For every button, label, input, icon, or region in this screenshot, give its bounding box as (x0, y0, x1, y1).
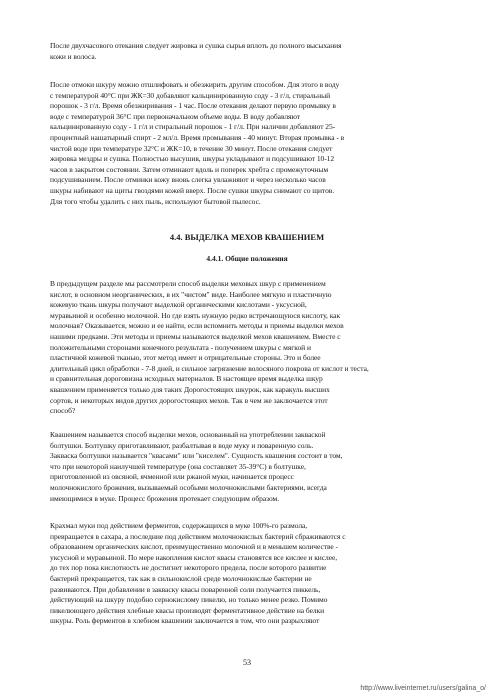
paragraph-5 (50, 521, 445, 627)
text-line: кожевую ткань шкуры получают выделкой органическими кислотами - уксусной, (50, 300, 307, 310)
text-line: чистой воде при температуре 32°С и ЖК=10, в течение 30 минут. После отекания следует (50, 143, 333, 153)
text-line: приготовленной из овсяной, ячменной или ржаной муки, начинается процесс (50, 472, 294, 482)
text-line: действующий на шкуру подобно сернокислому пикелю, но только менее резко. Помимо (50, 595, 328, 605)
text-line: болтушки. Болтушку приготавливают, разбалтывая в воде муку и поваренную соль. (50, 440, 314, 450)
text-line: сортов, и некоторых видов других дорогостоящих мехов. Так в чем же заключается этот (50, 395, 328, 405)
text-line: образованием органических кислот, преимущественно молочной и в меньшем количестве - (50, 542, 338, 552)
text-line: кислот, в основном неорганических, в их "чистом" виде. Наиболее мягкую и пластичную (50, 289, 332, 299)
text-line: В предыдущем разделе мы рассмотрели способ выделки меховых шкур с применением (50, 279, 326, 288)
text-line: порошок - 3 г/л. Время обезжиривания - 1 час. После отекания делают первую промывку в (50, 101, 336, 111)
text-line: воде с температурой 36°С при первоначальном объеме воды. В воду добавляют (50, 111, 301, 121)
paragraph-4 (50, 430, 445, 504)
text-line: нашими предками. Эти методы и приемы называются выделкой мехов квашением. Вместе с (50, 331, 341, 341)
text-line: молочнокислого брожения, вызываемый особыми молочнокислыми бактериями, всегда (50, 482, 327, 492)
text-line: положительными сторонами конечного результата - получением шкуры с мягкой и (50, 342, 311, 352)
text-line: имеющимися в муке. Процесс брожения протекает следующим образом. (50, 493, 280, 503)
text-line: Закваска болтушки называется "квасами" или "киселем". Сущность квашения состоит в том, (50, 451, 343, 461)
text-line: молочная? Оказывается, можно и ее найти, если вспомнить методы и приемы выделки мехов (50, 321, 344, 331)
text-line: Крахмал муки под действием ферментов, содержащихся в муке 100%-го размола, (50, 521, 308, 530)
text-line: Для того чтобы удалить с них пыль, используют бытовой пылесос. (50, 196, 261, 206)
text-line: способ? (50, 406, 76, 416)
text-line: пластичной кожевой тканью, этот метод имеет и отрицательные стороны. Это и более (50, 353, 321, 363)
page-number: 53 (243, 658, 251, 667)
text-line: развиваются. При добавлении в закваску квасы поваренной соли получается пиккель, (50, 584, 321, 594)
subsection-title: 4.4.1. Общие положения (206, 254, 288, 263)
text-line: бактерий прекращается, так как в сильнокислой среде молочнокислые бактерии не (50, 573, 312, 583)
text-line: жировка мездры и сушка. Полностью высушив, шкуры укладывают и подсушивают 10-12 (50, 154, 335, 164)
text-line: муравьиной и особенно молочной. Но где взять нужную редко встречающуюся кислоту, как (50, 310, 341, 320)
text-line: кальцинированную соду - 1 г/л и стиральный порошок - 1 г/л. При наличии добавляют 25- (50, 122, 336, 132)
text-line: Квашением называется способ выделки мехов, основанный на употреблении закваской (50, 430, 326, 439)
paragraph-1 (50, 41, 445, 62)
text-line: После отмоки шкуру можно отшлифовать и обезжирить другим способом. Для этого в воду (50, 80, 340, 89)
text-line: пикелюющего действия хлебные квасы производят ферментативное действие на белки (50, 605, 325, 615)
text-line: превращается в сахара, а последние под действием молочнокислых бактерий сбраживаются с (50, 531, 346, 541)
watermark-url: http://www.liveinternet.ru/users/galina_o/ (360, 685, 486, 692)
text-line: квашением применяется только для таких Дорогостоящих шкурок, как каракуль высших (50, 384, 330, 394)
text-line: с температурой 40°С при ЖК=30 добавляют кальцинированную соду - 3 г/л, стиральный (50, 90, 331, 100)
section-title: 4.4. ВЫДЕЛКА МЕХОВ КВАШЕНИЕМ (169, 232, 325, 242)
text-line: шкуры. Роль ферментов в хлебном квашении заключается в том, что они разрыхляют (50, 616, 320, 626)
text-line: кожи и волоса. (50, 51, 97, 61)
text-line: что при некоторой наилучшей температуре (она составляет 35-39°С) в болтушке, (50, 461, 306, 471)
paragraph-3 (50, 279, 445, 417)
text-line: подсушиванием. После отминки кожу вновь слегка увлажняют и через несколько часов (50, 175, 326, 185)
text-line: и сравнительная дороговизна исходных материалов. В настоящее время выделка шкур (50, 374, 323, 384)
text-line: шкуры набивают на щиты гвоздями кожей вверх. После сушки шкуры снимают со щитов. (50, 185, 335, 195)
text-line: После двухчасового отекания следует жировка и сушка сырья вплоть до полного высыхания (50, 41, 342, 50)
text-line: процентный нашатырный спирт - 2 мл/л. Время промывания - 40 минут. Вторая промывка - в (50, 132, 345, 142)
text-line: до тех пор пока кислотность не достигнет некоторого предела, после которого развитие (50, 563, 327, 573)
text-line: длительный цикл обработки - 7-8 дней, и сильное загрязнение волосяного покрова от кислот и теста, (50, 363, 369, 373)
text-line: часов в закрытом состоянии. Затем отминают вдоль и поперек хребта с промежуточным (50, 164, 329, 174)
text-line: уксусной и муравьиной. По мере накопления кислот квасы становятся все кислее и кислее, (50, 552, 338, 562)
paragraph-2 (50, 80, 445, 207)
